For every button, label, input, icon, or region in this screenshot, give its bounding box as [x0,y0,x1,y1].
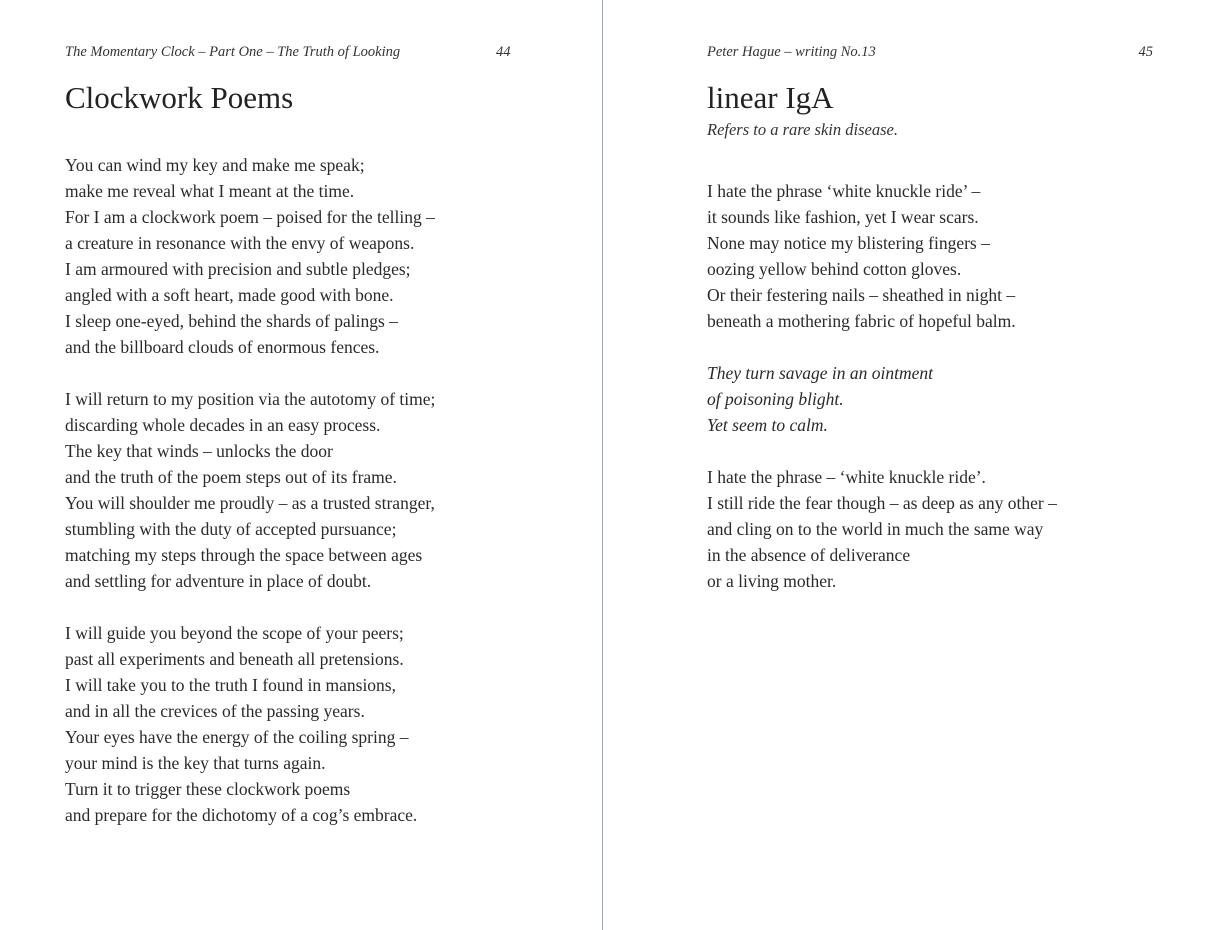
poem-line: You will shoulder me proudly – as a trusted stranger, [65,493,435,513]
stanza [65,152,435,360]
poem-line: I will take you to the truth I found in mansions, [65,675,396,695]
poem-line: I hate the phrase ‘white knuckle ride’ – [707,181,981,201]
poem-line: stumbling with the duty of accepted pursuance; [65,519,397,539]
poem-line: I am armoured with precision and subtle pledges; [65,259,411,279]
poem-title: Clockwork Poems [65,80,294,115]
running-head [65,44,525,64]
left-page [65,0,525,930]
stanza-italic [707,360,1057,438]
poem-line: and cling on to the world in much the same way [707,519,1044,539]
poem-line: oozing yellow behind cotton gloves. [707,259,962,279]
poem-subtitle-note: Refers to a rare skin disease. [707,120,898,139]
poem-line: of poisoning blight. [707,389,844,409]
poem-line: and the truth of the poem steps out of its frame. [65,467,397,487]
stanza [707,464,1057,594]
running-head-title: Peter Hague – writing No.13 [707,44,876,60]
poem-line: Turn it to trigger these clockwork poems [65,779,351,799]
poem-line: beneath a mothering fabric of hopeful balm. [707,311,1016,331]
poem-line: Your eyes have the energy of the coiling spring – [65,727,409,747]
poem-line: past all experiments and beneath all pretensions. [65,649,404,669]
poem-line: in the absence of deliverance [707,545,911,565]
running-head-title: The Momentary Clock – Part One – The Truth of Looking [65,44,401,60]
poem-body [65,152,435,854]
poem-line: and the billboard clouds of enormous fences. [65,337,380,357]
poem-line: I hate the phrase – ‘white knuckle ride’. [707,467,986,487]
page-number: 44 [496,44,511,60]
poem-line: You can wind my key and make me speak; [65,155,365,175]
poem-line: and settling for adventure in place of doubt. [65,571,372,591]
poem-line: I will guide you beyond the scope of your peers; [65,623,404,643]
poem-line: I will return to my position via the autotomy of time; [65,389,436,409]
poem-line: I still ride the fear though – as deep as any other – [707,493,1057,513]
poem-line: For I am a clockwork poem – poised for the telling – [65,207,435,227]
right-page [707,0,1153,930]
poem-body [707,178,1057,620]
running-head [707,44,1153,64]
page-number: 45 [1138,44,1153,60]
poem-line: Yet seem to calm. [707,415,828,435]
poem-line: a creature in resonance with the envy of weapons. [65,233,415,253]
poem-line: and prepare for the dichotomy of a cog’s embrace. [65,805,418,825]
poem-line: your mind is the key that turns again. [65,753,326,773]
poem-line: I sleep one-eyed, behind the shards of palings – [65,311,398,331]
poem-line: Or their festering nails – sheathed in night – [707,285,1016,305]
poem-line: angled with a soft heart, made good with bone. [65,285,394,305]
stanza [65,620,435,828]
poem-line: or a living mother. [707,571,837,591]
poem-line: matching my steps through the space between ages [65,545,423,565]
poem-line: and in all the crevices of the passing years. [65,701,365,721]
poem-line: discarding whole decades in an easy process. [65,415,381,435]
poem-title: linear IgA [707,80,834,115]
stanza [65,386,435,594]
poem-line: None may notice my blistering fingers – [707,233,990,253]
poem-line: make me reveal what I meant at the time. [65,181,355,201]
stanza [707,178,1057,334]
page-gutter-divider [602,0,603,930]
poem-line: The key that winds – unlocks the door [65,441,333,461]
poem-line: it sounds like fashion, yet I wear scars. [707,207,979,227]
poem-line: They turn savage in an ointment [707,363,934,383]
